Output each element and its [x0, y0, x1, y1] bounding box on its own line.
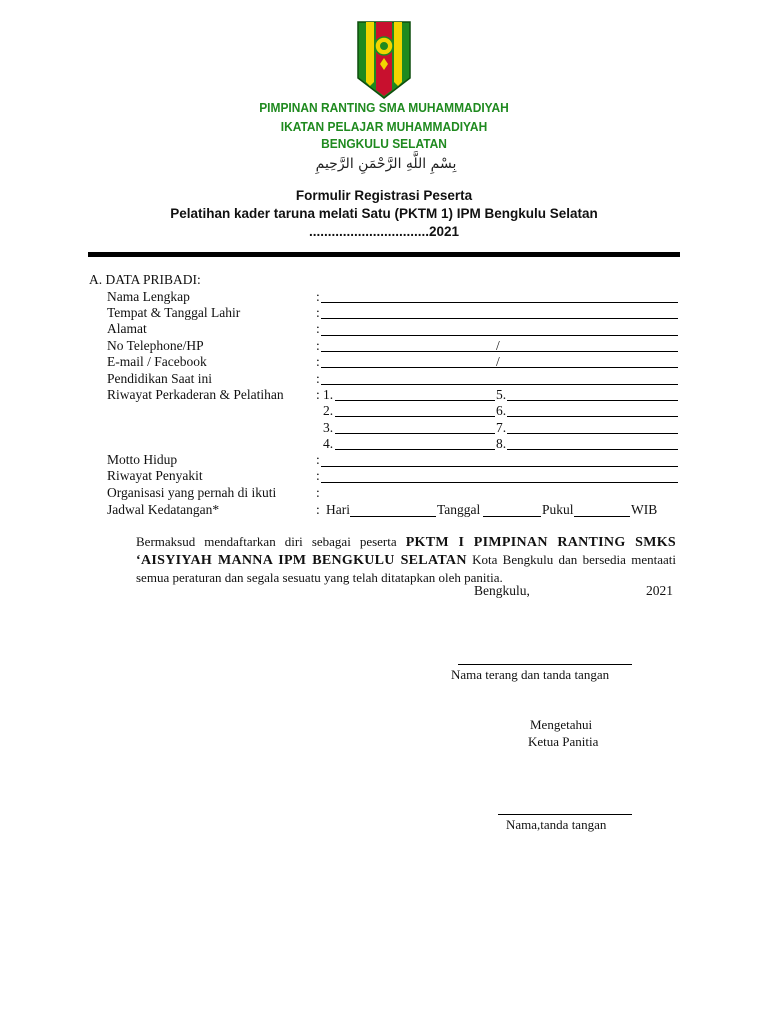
org-name-line1: PIMPINAN RANTING SMA MUHAMMADIYAH [259, 100, 509, 115]
label-tempat-tanggal-lahir: Tempat & Tanggal Lahir [107, 305, 241, 320]
riwayat-number-8: 8. [496, 436, 507, 451]
alamat-field[interactable] [321, 335, 678, 336]
label-alamat: Alamat [107, 321, 147, 336]
basmalah-calligraphy: بِسْمِ اللَّهِ الرَّحْمَنِ الرَّحِيمِ [315, 156, 457, 172]
section-a-heading: A. DATA PRIBADI: [89, 272, 201, 287]
jadwal-pukul-label: Pukul [542, 502, 574, 517]
riwayat-number-5: 5. [496, 387, 507, 402]
riwayat-field-4[interactable] [335, 449, 495, 450]
jadwal-hari-field[interactable] [350, 516, 436, 517]
colon: : [316, 387, 320, 402]
label-organisasi: Organisasi yang pernah di ikuti [107, 485, 277, 500]
nama-lengkap-field[interactable] [321, 302, 678, 303]
pendidikan-field[interactable] [321, 384, 678, 385]
header-divider [88, 252, 680, 257]
riwayat-penyakit-field[interactable] [321, 482, 678, 483]
label-nama-lengkap: Nama Lengkap [107, 289, 190, 304]
colon: : [316, 371, 320, 386]
jadwal-wib-label: WIB [631, 502, 658, 517]
label-riwayat-penyakit: Riwayat Penyakit [107, 468, 203, 483]
jadwal-tanggal-label: Tanggal [437, 502, 481, 517]
riwayat-field-6[interactable] [507, 416, 678, 417]
riwayat-number-7: 7. [496, 420, 507, 435]
slash-separator: / [496, 354, 500, 369]
riwayat-field-7[interactable] [507, 433, 678, 434]
motto-hidup-field[interactable] [321, 466, 678, 467]
colon: : [316, 338, 320, 353]
chair-signature-line[interactable] [498, 814, 632, 815]
colon: : [316, 468, 320, 483]
riwayat-number-6: 6. [496, 403, 507, 418]
form-date-line: ................................2021 [308, 224, 460, 239]
label-motto-hidup: Motto Hidup [107, 452, 178, 467]
jadwal-pukul-field[interactable] [574, 516, 630, 517]
label-no-telephone: No Telephone/HP [107, 338, 204, 353]
riwayat-number-4: 4. [323, 436, 334, 451]
label-pendidikan: Pendidikan Saat ini [107, 371, 212, 386]
colon: : [316, 305, 320, 320]
form-title: Formulir Registrasi Peserta [295, 188, 473, 203]
statement-paragraph [136, 533, 676, 586]
jadwal-tanggal-field[interactable] [483, 516, 541, 517]
jadwal-hari-label: Hari [326, 502, 350, 517]
riwayat-number-2: 2. [323, 403, 334, 418]
tempat-tanggal-lahir-field[interactable] [321, 318, 678, 319]
riwayat-field-8[interactable] [507, 449, 678, 450]
signature-year: 2021 [646, 583, 673, 598]
statement-text-1: Bermaksud mendaftarkan diri sebagai peserta [136, 534, 406, 549]
label-riwayat-perkaderan: Riwayat Perkaderan & Pelatihan [107, 387, 284, 402]
chair-signature-caption: Nama,tanda tangan [506, 817, 607, 832]
colon: : [316, 485, 320, 500]
statement-event-name: PKTM I PIMPINAN RANTING SMKS ‘AISYIYAH MANNA IPM BENGKULU SELATAN [136, 535, 676, 568]
colon: : [316, 502, 320, 517]
org-name-line3: BENGKULU SELATAN [321, 136, 447, 151]
form-subtitle: Pelatihan kader taruna melati Satu (PKTM 1) IPM Bengkulu Selatan [170, 206, 598, 221]
signature-place: Bengkulu, [474, 583, 530, 598]
mengetahui-label: Mengetahui [530, 717, 593, 732]
riwayat-field-2[interactable] [335, 416, 495, 417]
statement-text-2: Kota Bengkulu dan bersedia mentaati semua peraturan dan segala sesuatu yang telah ditatapkan oleh panitia. [136, 552, 676, 585]
participant-signature-line[interactable] [458, 664, 632, 665]
label-jadwal-kedatangan: Jadwal Kedatangan* [107, 502, 220, 517]
riwayat-number-3: 3. [323, 420, 334, 435]
colon: : [316, 354, 320, 369]
label-email-facebook: E-mail / Facebook [107, 354, 207, 369]
slash-separator: / [496, 338, 500, 353]
org-name-line2: IKATAN PELAJAR MUHAMMADIYAH [280, 119, 488, 134]
riwayat-field-5[interactable] [507, 400, 678, 401]
riwayat-number-1: 1. [323, 387, 334, 402]
colon: : [316, 321, 320, 336]
riwayat-field-1[interactable] [335, 400, 495, 401]
colon: : [316, 289, 320, 304]
participant-signature-caption: Nama terang dan tanda tangan [451, 667, 610, 682]
ipm-logo-icon [356, 20, 412, 100]
riwayat-field-3[interactable] [335, 433, 495, 434]
ketua-panitia-label: Ketua Panitia [528, 734, 599, 749]
colon: : [316, 452, 320, 467]
